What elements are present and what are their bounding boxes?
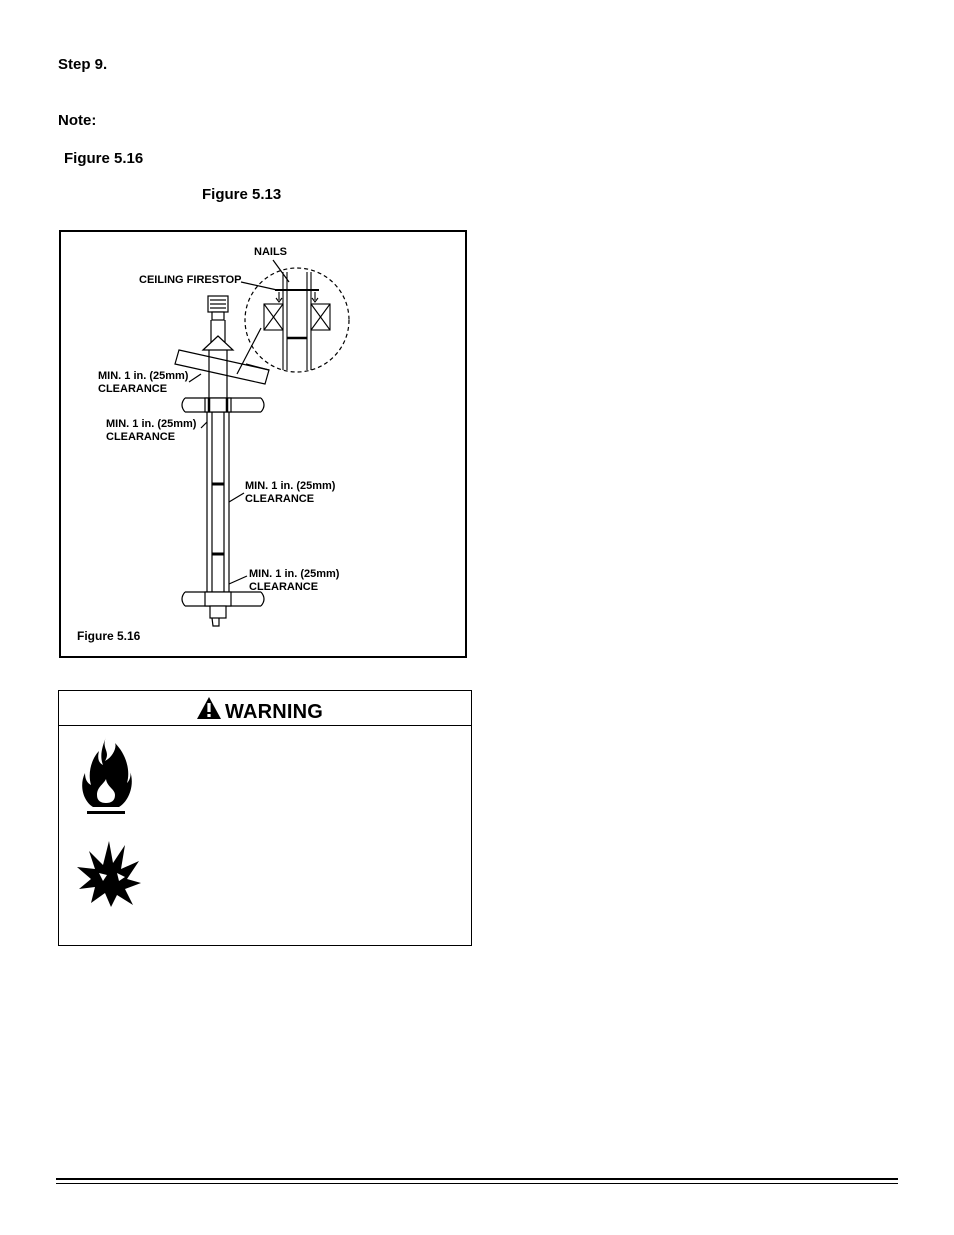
clearance-label-wall: MIN. 1 in. (25mm) CLEARANCE [245, 480, 336, 505]
note-label: Note: [58, 112, 97, 129]
clearance-label-ceiling: MIN. 1 in. (25mm) CLEARANCE [106, 418, 197, 443]
nails-label: NAILS [254, 246, 287, 258]
figure-5-16-box [59, 230, 467, 658]
figure-reference-5-16: Figure 5.16 [64, 150, 144, 167]
step-label: Step 9. [58, 56, 108, 73]
clearance-label-roof: MIN. 1 in. (25mm) CLEARANCE [98, 370, 189, 395]
figure-caption: Figure 5.16 [77, 629, 141, 643]
footer-rule-thick [56, 1178, 898, 1180]
warning-header [59, 691, 471, 726]
warning-title: WARNING [225, 701, 324, 723]
figure-reference-5-13: Figure 5.13 [202, 186, 282, 203]
warning-triangle-icon [196, 696, 222, 720]
fire-hazard-icon [79, 735, 133, 815]
ceiling-firestop-label: CEILING FIRESTOP [139, 274, 242, 286]
warning-box [58, 690, 472, 946]
footer-rule-thin [56, 1183, 898, 1184]
explosion-hazard-icon [77, 839, 141, 907]
clearance-label-floor: MIN. 1 in. (25mm) CLEARANCE [249, 568, 340, 593]
